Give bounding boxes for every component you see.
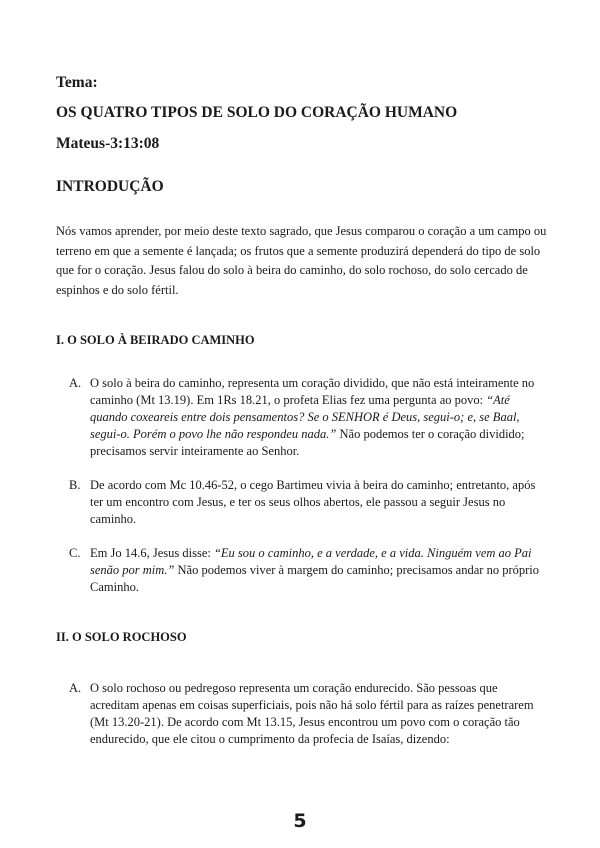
section-1-list [56, 375, 548, 613]
item-text: Em Jo 14.6, Jesus disse: [90, 546, 214, 560]
item-quote: “Eu sou o caminho, e a verdade, e a vida. Ninguém vem ao Pai senão por mim.” [90, 546, 532, 577]
item-quote: “Até quando coxeareis entre dois pensamentos? Se o SENHOR é Deus, segui-o; e, se Baal, segui-o. Porém o povo lhe não respondeu nada.” [90, 393, 520, 441]
intro-paragraph: Nós vamos aprender, por meio deste texto sagrado, que Jesus comparou o coração a um campo ou terreno em que a semente é lançada; os frutos que a semente produzirá dependerá do tipo de solo que for o coração. Jesus falou do solo à beira do caminho, do solo rochoso, do solo cercado de espinhos e do solo fértil. [56, 224, 547, 297]
list-marker: B. [69, 478, 81, 492]
page-number: 5 [293, 810, 307, 832]
item-text: O solo rochoso ou pedregoso representa um coração endurecido. São pessoas que acreditam apenas em coisas superficiais, pois não há solo fértil para as raízes penetrarem (Mt 13.20-21). De acordo com Mt 13.15, Jesus encontrou um povo com o coração tão endurecido, que ele citou o cumprimento da profecia de Isaías, dizendo: [90, 681, 534, 746]
item-text-after: Não podemos ter o coração dividido; precisamos servir inteiramente ao Senhor. [90, 427, 525, 458]
item-text: De acordo com Mc 10.46-52, o cego Bartimeu vivia à beira do caminho; entretanto, após ter um encontro com Jesus, e ter os seus olhos abertos, ele passou a seguir Jesus no caminho. [90, 478, 536, 526]
item-text-after: Não podemos viver à margem do caminho; precisamos andar no próprio Caminho. [90, 563, 539, 594]
section-2-list [56, 680, 548, 765]
list-item [56, 545, 548, 596]
list-item [56, 375, 548, 460]
list-marker: A. [69, 376, 82, 390]
list-item [56, 477, 548, 528]
section-heading-beira-caminho: I. O SOLO À BEIRADO CAMINHO [56, 333, 255, 347]
list-item [56, 680, 548, 748]
list-marker: A. [69, 681, 82, 695]
item-text: O solo à beira do caminho, representa um coração dividido, que não está inteiramente no caminho (Mt 13.19). Em 1Rs 18.21, o profeta Elias fez uma pergunta ao povo: [90, 376, 535, 407]
scripture-reference: Mateus-3:13:08 [56, 135, 160, 152]
section-heading-solo-rochoso: II. O SOLO ROCHOSO [56, 630, 187, 644]
list-marker: C. [69, 546, 81, 560]
document-title: OS QUATRO TIPOS DE SOLO DO CORAÇÃO HUMANO [56, 104, 458, 121]
intro-heading: INTRODUÇÃO [56, 178, 164, 195]
theme-label: Tema: [56, 74, 98, 91]
